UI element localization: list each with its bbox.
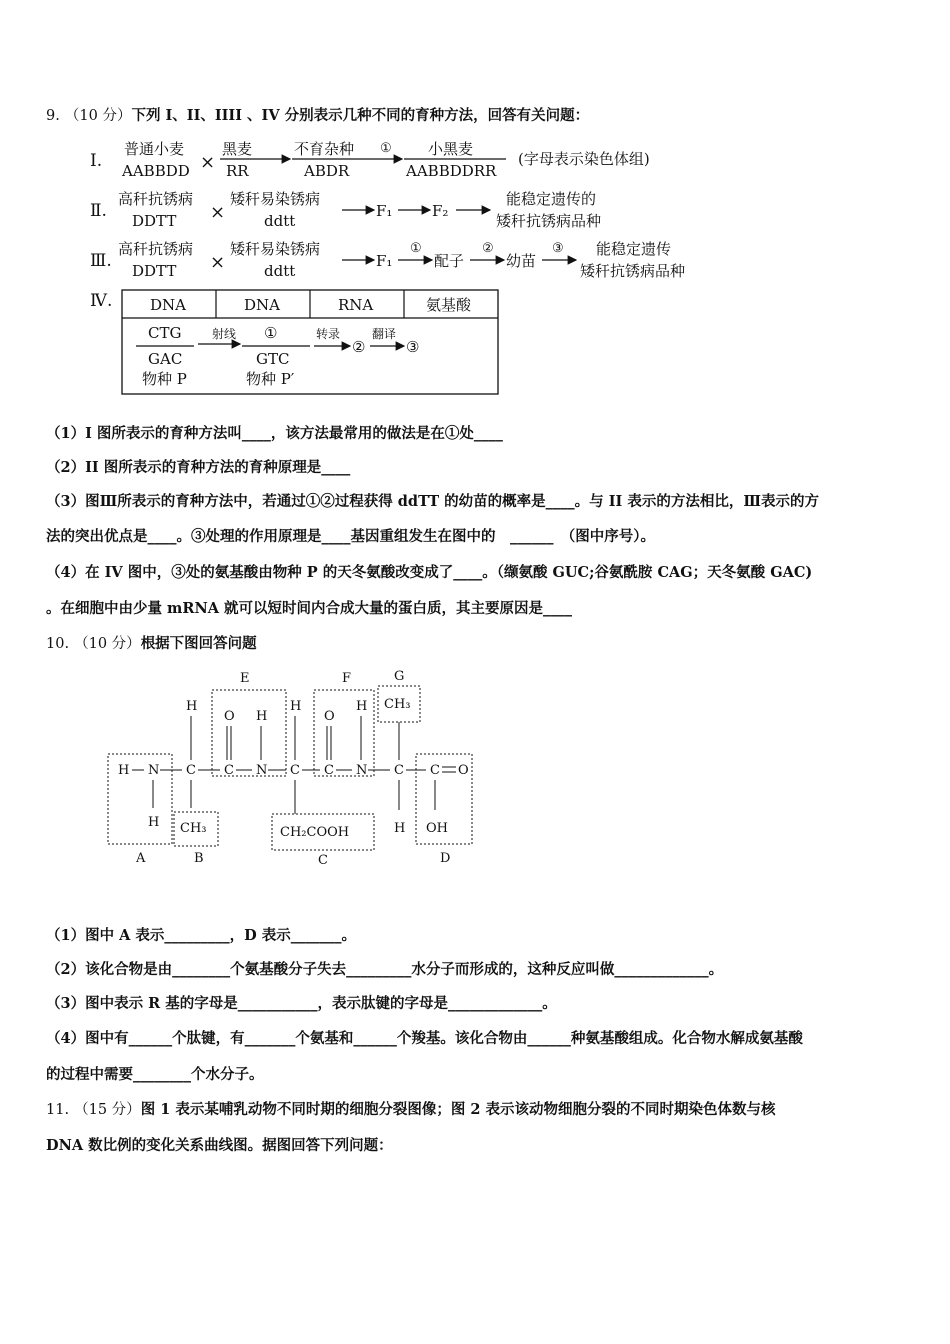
row-II-p2-top: 矮秆易染锈病 bbox=[230, 190, 321, 208]
q10-stem-line bbox=[46, 632, 257, 653]
row-I bbox=[90, 140, 650, 180]
row-III-p1-top: 高秆抗锈病 bbox=[118, 240, 194, 258]
oh: OH bbox=[426, 821, 448, 836]
atom-h-c1: H bbox=[186, 699, 198, 714]
row-III-step2: ② bbox=[482, 241, 494, 256]
iv-gac: GAC bbox=[148, 350, 183, 368]
atom-c-6: C bbox=[430, 763, 440, 778]
iv-header-dna-1: DNA bbox=[150, 296, 186, 314]
row-II-label: Ⅱ. bbox=[90, 201, 107, 221]
iv-step1: ① bbox=[264, 324, 278, 342]
atom-o-1: O bbox=[224, 709, 235, 724]
row-I-res-bot: AABBDDRR bbox=[406, 162, 497, 180]
row-III-step1: ① bbox=[410, 241, 422, 256]
row-III-label: Ⅲ. bbox=[90, 251, 112, 271]
row-III-f1: F₁ bbox=[376, 252, 393, 270]
iv-transcribe: 转录 bbox=[316, 327, 341, 341]
q9-sub-1: （1）I 图所表示的育种方法叫____，该方法最常用的做法是在①处____ bbox=[46, 425, 503, 442]
ch3-bottom: CH₃ bbox=[180, 821, 207, 836]
row-I-p1-bot: AABBDD bbox=[122, 162, 190, 180]
q9-number: 9. bbox=[46, 108, 60, 124]
iv-ray: 射线 bbox=[212, 327, 237, 341]
q10-score: （10 分） bbox=[74, 636, 141, 652]
iv-ctg: CTG bbox=[148, 324, 182, 342]
q11-score: （15 分） bbox=[74, 1102, 141, 1118]
q9-score: （10 分） bbox=[64, 108, 132, 124]
q11-stem-2: DNA 数比例的变化关系曲线图。据图回答下列问题： bbox=[46, 1137, 393, 1154]
atom-o-3: O bbox=[458, 763, 469, 778]
iv-gtc: GTC bbox=[256, 350, 290, 368]
row-III-gamete: 配子 bbox=[434, 252, 465, 270]
atom-o-2: O bbox=[324, 709, 335, 724]
row-III-cross: × bbox=[210, 252, 226, 273]
q9-stem: 下列 I、II、IIII 、IV 分别表示几种不同的育种方法，回答有关问题： bbox=[131, 107, 590, 124]
label-a: A bbox=[136, 851, 146, 866]
row-I-res-top: 小黑麦 bbox=[428, 140, 474, 158]
atom-h-n2: H bbox=[256, 709, 268, 724]
q10-sub-2: （2）该化合物是由________个氨基酸分子失去_________水分子而形成的，这种反应叫做_____________。 bbox=[46, 961, 724, 978]
q10-peptide-figure bbox=[100, 664, 490, 874]
iv-species-p: 物种 P bbox=[142, 370, 187, 388]
row-II-res-top: 能稳定遗传的 bbox=[506, 190, 597, 208]
row-II-p1-bot: DDTT bbox=[132, 212, 177, 230]
q11-stem: 图 1 表示某哺乳动物不同时期的细胞分裂图像；图 2 表示该动物细胞分裂的不同时期染色体数与核 bbox=[140, 1101, 776, 1118]
atom-n-3: N bbox=[356, 763, 368, 778]
atom-h-c5: H bbox=[394, 821, 406, 836]
row-I-p1-top: 普通小麦 bbox=[124, 140, 185, 158]
row-I-mid-bot: ABDR bbox=[304, 162, 350, 180]
ch3-top: CH₃ bbox=[384, 697, 411, 712]
q9-breeding-figure bbox=[86, 134, 726, 396]
q9-sub-3a: （3）图Ⅲ所表示的育种方法中，若通过①②过程获得 ddTT 的幼苗的概率是____。与 II 表示的方法相比，Ⅲ表示的方 bbox=[46, 493, 819, 510]
atom-c-3: C bbox=[290, 763, 300, 778]
row-II-f2: F₂ bbox=[432, 202, 449, 220]
q9-sub-2: （2）II 图所表示的育种方法的育种原理是____ bbox=[46, 459, 351, 476]
iv-translate: 翻译 bbox=[372, 327, 397, 341]
row-III-res-top: 能稳定遗传 bbox=[596, 240, 672, 258]
q10-sub-4a: （4）图中有______个肽键，有_______个氨基和______个羧基。该化合物由______种氨基酸组成。化合物水解成氨基酸 bbox=[46, 1030, 803, 1047]
iv-header-amino-acid: 氨基酸 bbox=[426, 296, 472, 314]
label-g: G bbox=[394, 669, 405, 684]
row-IV-label: Ⅳ. bbox=[90, 291, 113, 311]
q9-stem-line bbox=[46, 104, 589, 125]
label-c: C bbox=[318, 853, 328, 868]
row-II-p2-bot: ddtt bbox=[264, 212, 296, 230]
row-I-p2-bot: RR bbox=[226, 162, 249, 180]
atom-h-left: H bbox=[118, 763, 130, 778]
label-f: F bbox=[342, 671, 352, 686]
q10-sub-1: （1）图中 A 表示_________，D 表示_______。 bbox=[46, 927, 357, 944]
q9-sub-4b: 。在细胞中由少量 mRNA 就可以短时间内合成大量的蛋白质，其主要原因是____ bbox=[46, 600, 572, 617]
row-II-p1-top: 高秆抗锈病 bbox=[118, 190, 194, 208]
row-III-p2-top: 矮秆易染锈病 bbox=[230, 240, 321, 258]
iv-species-p2: 物种 P′ bbox=[246, 370, 295, 388]
q10-number: 10. bbox=[46, 636, 70, 652]
q9-sub-4a: （4）在 IV 图中，③处的氨基酸由物种 P 的天冬氨酸改变成了____。（缬氨酸 GUC;谷氨酰胺 CAG；天冬氨酸 GAC) bbox=[46, 564, 813, 581]
iv-header-dna-2: DNA bbox=[244, 296, 280, 314]
atom-h-n1: H bbox=[148, 815, 160, 830]
row-II bbox=[90, 190, 601, 230]
atom-c-4: C bbox=[324, 763, 334, 778]
label-e: E bbox=[240, 671, 250, 686]
row-II-f1: F₁ bbox=[376, 202, 393, 220]
row-III-step3: ③ bbox=[552, 241, 564, 256]
q10-sub-4b: 的过程中需要________个水分子。 bbox=[46, 1066, 264, 1083]
label-b: B bbox=[194, 851, 204, 866]
atom-n-1: N bbox=[148, 763, 160, 778]
row-II-res-bot: 矮秆抗锈病品种 bbox=[496, 212, 602, 230]
row-III-seedling: 幼苗 bbox=[506, 252, 537, 270]
label-d: D bbox=[440, 851, 451, 866]
atom-c-2: C bbox=[224, 763, 234, 778]
q11-stem-line bbox=[46, 1098, 776, 1119]
q11-number: 11. bbox=[46, 1102, 70, 1118]
atom-h-c3: H bbox=[290, 699, 302, 714]
row-III-res-bot: 矮秆抗锈病品种 bbox=[580, 262, 686, 280]
iv-header-rna: RNA bbox=[338, 296, 374, 314]
row-I-step: ① bbox=[380, 141, 392, 156]
q10-sub-3: （3）图中表示 R 基的字母是___________，表示肽键的字母是_____________。 bbox=[46, 995, 557, 1012]
row-III bbox=[90, 240, 685, 280]
row-III-p2-bot: ddtt bbox=[264, 262, 296, 280]
row-III-p1-bot: DDTT bbox=[132, 262, 177, 280]
atom-n-2: N bbox=[256, 763, 268, 778]
ch2cooh: CH₂COOH bbox=[280, 825, 350, 840]
row-I-mid-top: 不育杂种 bbox=[294, 140, 355, 158]
atom-c-5: C bbox=[394, 763, 404, 778]
atom-h-n3: H bbox=[356, 699, 368, 714]
atom-c-1: C bbox=[186, 763, 196, 778]
iv-step2: ② bbox=[352, 338, 366, 356]
row-I-cross: × bbox=[200, 152, 216, 173]
row-II-cross: × bbox=[210, 202, 226, 223]
row-I-p2-top: 黑麦 bbox=[222, 140, 253, 158]
row-I-label: Ⅰ. bbox=[90, 151, 103, 171]
row-I-note: (字母表示染色体组) bbox=[518, 150, 650, 168]
q10-stem: 根据下图回答问题 bbox=[140, 635, 257, 652]
row-IV bbox=[90, 290, 498, 394]
iv-step3: ③ bbox=[406, 338, 420, 356]
q9-sub-3b: 法的突出优点是____。③处理的作用原理是____基因重组发生在图中的 ______ （图中序号）。 bbox=[46, 528, 655, 545]
